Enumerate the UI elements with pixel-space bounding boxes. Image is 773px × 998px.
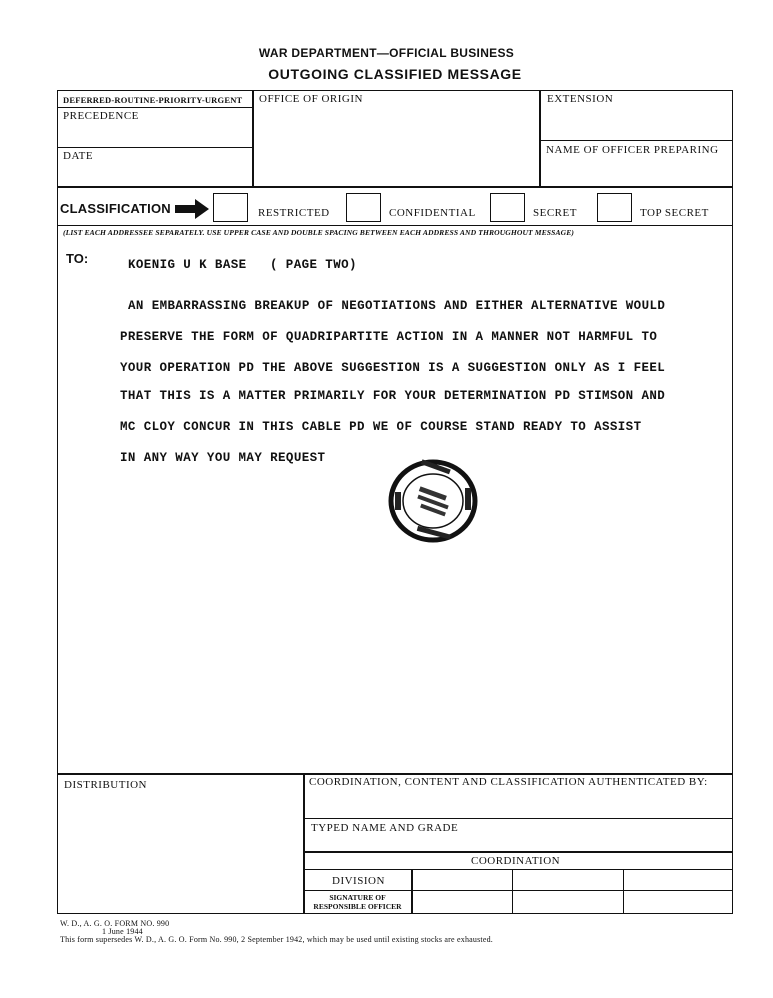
top-secret-label: TOP SECRET: [640, 207, 709, 219]
secret-label: SECRET: [533, 207, 577, 219]
addressee-instructions: (LIST EACH ADDRESSEE SEPARATELY. USE UPPER CASE AND DOUBLE SPACING BETWEEN EACH ADDRESS AND THROUGHOUT MESSAGE): [63, 228, 574, 237]
restricted-label: RESTRICTED: [258, 207, 330, 219]
secret-checkbox[interactable]: [490, 193, 525, 222]
supersedes-note: This form supersedes W. D., A. G. O. Form No. 990, 2 September 1942, which may be used until existing stocks are exhausted.: [60, 935, 493, 944]
department-header: WAR DEPARTMENT—OFFICIAL BUSINESS: [258, 46, 515, 60]
restricted-checkbox[interactable]: [213, 193, 248, 222]
precedence-options: DEFERRED-ROUTINE-PRIORITY-URGENT: [63, 95, 243, 105]
message-line: AN EMBARRASSING BREAKUP OF NEGOTIATIONS AND EITHER ALTERNATIVE WOULD: [128, 299, 666, 313]
national-archives-stamp-icon: [387, 458, 479, 549]
signature-label-line1: SIGNATURE OF: [329, 893, 386, 902]
distribution-label: DISTRIBUTION: [64, 779, 147, 791]
form-number: W. D., A. G. O. FORM NO. 990: [60, 919, 170, 928]
officer-preparing-label: NAME OF OFFICER PREPARING: [546, 144, 719, 156]
signature-label-line2: RESPONSIBLE OFFICER: [313, 902, 402, 911]
confidential-checkbox[interactable]: [346, 193, 381, 222]
form-title: OUTGOING CLASSIFIED MESSAGE: [268, 66, 522, 82]
coordination-label: COORDINATION: [471, 855, 561, 867]
confidential-label: CONFIDENTIAL: [389, 207, 476, 219]
top-secret-checkbox[interactable]: [597, 193, 632, 222]
extension-label: EXTENSION: [547, 93, 614, 105]
message-line: PRESERVE THE FORM OF QUADRIPARTITE ACTION IN A MANNER NOT HARMFUL TO: [120, 330, 658, 344]
office-of-origin-label: OFFICE OF ORIGIN: [259, 93, 363, 105]
typed-name-label: TYPED NAME AND GRADE: [311, 822, 459, 834]
page-indicator: ( PAGE TWO): [270, 258, 357, 272]
message-line: IN ANY WAY YOU MAY REQUEST: [120, 451, 326, 465]
authenticated-by-label: COORDINATION, CONTENT AND CLASSIFICATION AUTHENTICATED BY:: [309, 776, 708, 788]
to-label: TO:: [66, 251, 89, 266]
division-label: DIVISION: [332, 875, 385, 887]
precedence-label: PRECEDENCE: [63, 110, 139, 122]
message-line: THAT THIS IS A MATTER PRIMARILY FOR YOUR DETERMINATION PD STIMSON AND: [120, 389, 666, 403]
right-arrow-icon: [175, 199, 209, 224]
message-line: YOUR OPERATION PD THE ABOVE SUGGESTION IS A SUGGESTION ONLY AS I FEEL: [120, 361, 666, 375]
classification-label: CLASSIFICATION: [60, 201, 171, 216]
addressee: KOENIG U K BASE: [128, 258, 247, 272]
form-date: 1 June 1944: [102, 927, 143, 936]
message-line: MC CLOY CONCUR IN THIS CABLE PD WE OF COURSE STAND READY TO ASSIST: [120, 420, 642, 434]
date-label: DATE: [63, 150, 94, 162]
